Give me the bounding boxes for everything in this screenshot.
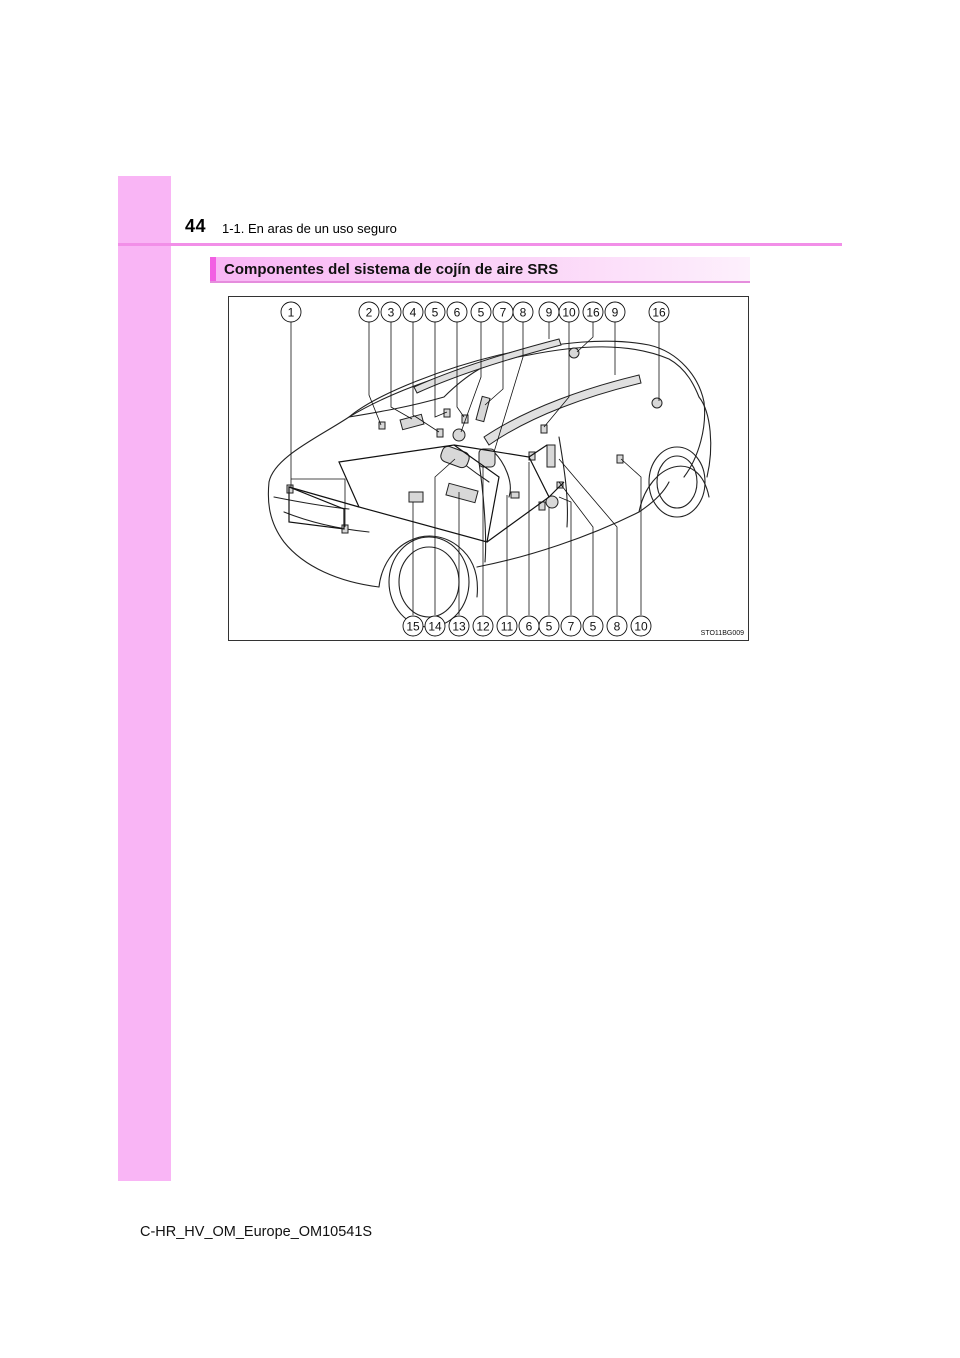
- bottom-callout-label: 13: [452, 619, 466, 634]
- bottom-callout-label: 5: [545, 619, 553, 634]
- chapter-side-tab: [118, 176, 171, 1181]
- top-callout-6: [447, 302, 467, 322]
- bottom-callout-2: [425, 616, 445, 636]
- bottom-callout-6: [519, 616, 539, 636]
- top-callouts: [281, 302, 669, 322]
- top-callout-10: [539, 302, 559, 322]
- bottom-callout-label: 15: [406, 619, 420, 634]
- bottom-callout-label: 7: [567, 619, 575, 634]
- top-callout-12: [583, 302, 603, 322]
- bottom-callout-11: [631, 616, 651, 636]
- section-heading: Componentes del sistema de cojín de aire SRS: [224, 261, 559, 278]
- bottom-callout-4: [473, 616, 493, 636]
- bottom-callout-label: 12: [476, 619, 490, 634]
- top-callout-4: [403, 302, 423, 322]
- top-callout-5: [425, 302, 445, 322]
- section-heading-bar: [210, 257, 750, 283]
- top-callout-7: [471, 302, 491, 322]
- bottom-callout-1: [403, 616, 423, 636]
- bottom-callout-label: 14: [428, 619, 442, 634]
- page-number: 44: [185, 216, 207, 236]
- bottom-callout-label: 8: [613, 619, 621, 634]
- bottom-callout-label: 5: [589, 619, 597, 634]
- top-callout-label: 10: [562, 305, 576, 320]
- bottom-callout-10: [607, 616, 627, 636]
- top-callout-label: 16: [586, 305, 600, 320]
- figure-code: STO11BG009: [700, 630, 744, 637]
- bottom-callout-label: 11: [500, 619, 514, 634]
- bottom-callout-7: [539, 616, 559, 636]
- bottom-callout-9: [583, 616, 603, 636]
- footer-doc-id: C-HR_HV_OM_Europe_OM10541S: [140, 1224, 373, 1240]
- top-callout-8: [493, 302, 513, 322]
- top-callout-2: [359, 302, 379, 322]
- top-callout-label: 1: [287, 305, 295, 320]
- bottom-callout-3: [449, 616, 469, 636]
- bottom-callout-label: 6: [525, 619, 533, 634]
- airbag-diagram: [228, 296, 749, 641]
- bottom-callout-5: [497, 616, 517, 636]
- top-callout-label: 8: [519, 305, 527, 320]
- top-callout-label: 3: [387, 305, 395, 320]
- top-callout-label: 4: [409, 305, 417, 320]
- wiring-harness: [289, 445, 564, 542]
- top-callout-label: 7: [499, 305, 507, 320]
- top-callout-1: [281, 302, 301, 322]
- top-callout-11: [559, 302, 579, 322]
- airbag-modules: [287, 348, 662, 533]
- top-callout-14: [649, 302, 669, 322]
- car-illustration: [229, 297, 748, 640]
- header-rule: [118, 243, 842, 246]
- bottom-callouts: [403, 616, 651, 636]
- top-callout-label: 6: [453, 305, 461, 320]
- car-outline: [268, 341, 710, 627]
- top-callout-label: 2: [365, 305, 373, 320]
- top-callout-label: 16: [652, 305, 666, 320]
- top-callout-label: 5: [431, 305, 439, 320]
- bottom-callout-label: 10: [634, 619, 648, 634]
- section-title: 1-1. En aras de un uso seguro: [222, 221, 397, 236]
- top-callout-13: [605, 302, 625, 322]
- bottom-callout-8: [561, 616, 581, 636]
- top-callout-label: 9: [611, 305, 619, 320]
- top-callout-label: 9: [545, 305, 553, 320]
- top-callout-label: 5: [477, 305, 485, 320]
- top-callout-9: [513, 302, 533, 322]
- heading-accent: [210, 257, 216, 281]
- top-callout-3: [381, 302, 401, 322]
